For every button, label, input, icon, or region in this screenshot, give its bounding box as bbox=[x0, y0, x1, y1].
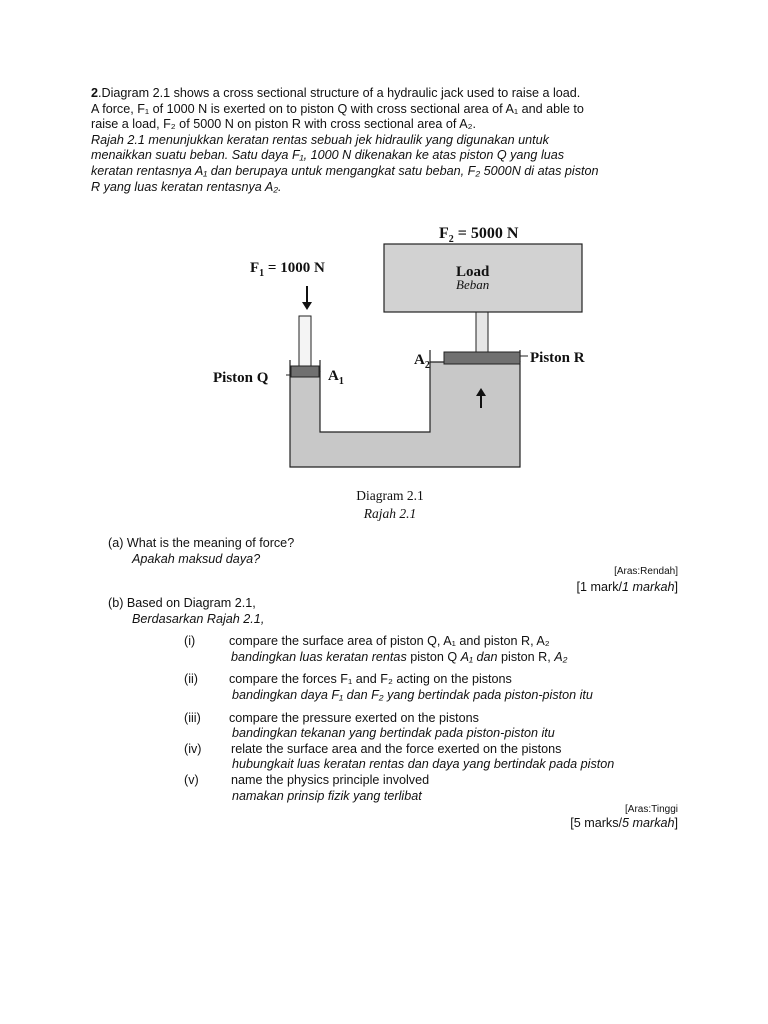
load-label-ms: Beban bbox=[456, 277, 490, 292]
part-b-marks-ms: 5 markah bbox=[622, 816, 675, 830]
intro-ms-line-2: menaikkan suatu beban. Satu daya F₁, 1000 N dikenakan ke atas piston Q yang luas bbox=[91, 148, 565, 163]
part-b-item-number: (iv) bbox=[184, 742, 202, 756]
part-b-intro-ms: Berdasarkan Rajah 2.1, bbox=[132, 612, 265, 626]
part-b-item-number: (i) bbox=[184, 634, 196, 648]
piston-r-rod bbox=[476, 312, 488, 352]
part-b-marks-suffix: ] bbox=[674, 816, 678, 830]
piston-r-label: Piston R bbox=[530, 350, 585, 366]
part-b-item-ms: namakan prinsip fizik yang terlibat bbox=[232, 789, 422, 803]
part-b-item-ms: hubungkait luas keratan rentas dan daya yang bertindak pada piston bbox=[232, 757, 615, 771]
piston-q bbox=[291, 366, 319, 377]
part-b-item-en: relate the surface area and the force exerted on the pistons bbox=[231, 742, 562, 756]
part-a-question-ms: Apakah maksud daya? bbox=[132, 552, 261, 566]
load-label: Load bbox=[456, 264, 490, 280]
f2-label: $F_2 = 5000$ N bbox=[439, 225, 519, 245]
item-ms-part: A₂ bbox=[554, 650, 568, 664]
part-a-level: [Aras:Rendah] bbox=[614, 566, 678, 577]
part-b-item-ms: bandingkan daya F₁ dan F₂ yang bertindak pada piston-piston itu bbox=[232, 688, 593, 702]
part-a-question: (a) What is the meaning of force? bbox=[108, 536, 295, 550]
part-b-item-number: (iii) bbox=[184, 711, 201, 725]
intro-ms-line-4: R yang luas keratan rentasnya A₂. bbox=[91, 179, 282, 194]
intro-en-line-2: A force, F₁ of 1000 N is exerted on to piston Q with cross sectional area of A₁ and able to bbox=[91, 101, 584, 116]
part-b-item-ms bbox=[231, 650, 567, 666]
diagram-caption-en: Diagram 2.1 bbox=[356, 488, 424, 503]
f1-label: $F_1 = 1000$ N bbox=[250, 260, 325, 279]
item-ms-part: piston R, bbox=[501, 650, 555, 664]
part-b-item-en: compare the forces F₁ and F₂ acting on the pistons bbox=[229, 672, 512, 686]
intro-ms-line-1: Rajah 2.1 menunjukkan keratan rentas sebuah jek hidraulik yang digunakan untuk bbox=[91, 132, 549, 147]
a2-label: $A_2$ bbox=[414, 352, 430, 371]
hydraulic-jack-diagram bbox=[200, 212, 620, 472]
force-f1-arrowhead bbox=[302, 302, 312, 310]
part-b-item-en: compare the surface area of piston Q, A₁ and piston R, A₂ bbox=[229, 634, 550, 648]
piston-r bbox=[444, 352, 520, 364]
item-ms-part: piston Q bbox=[410, 650, 461, 664]
intro-en-line-1 bbox=[91, 86, 691, 102]
part-b-item-ms: bandingkan tekanan yang bertindak pada piston-piston itu bbox=[232, 726, 555, 740]
fluid-container bbox=[290, 362, 520, 467]
part-a-marks-ms: 1 markah bbox=[622, 580, 675, 594]
intro-ms-line-3: keratan rentasnya A₁ dan berupaya untuk mengangkat satu beban, F₂ 5000N di atas piston bbox=[91, 163, 599, 178]
part-b-item-en: name the physics principle involved bbox=[231, 773, 430, 787]
intro-en-line-3: raise a load, F₂ of 5000 N on piston R with cross sectional area of A₂. bbox=[91, 117, 476, 132]
part-a-marks-prefix: [1 mark/ bbox=[576, 580, 622, 594]
question-number: 2 bbox=[91, 86, 99, 100]
diagram-caption-ms: Rajah 2.1 bbox=[363, 506, 417, 521]
part-a-marks-suffix: ] bbox=[674, 580, 678, 594]
item-ms-part: A₁ dan bbox=[460, 650, 502, 664]
part-a-marks bbox=[577, 580, 679, 594]
part-b-marks-prefix: [5 marks/ bbox=[570, 816, 622, 830]
part-b-item-en: compare the pressure exerted on the pistons bbox=[229, 711, 479, 725]
piston-q-rod bbox=[299, 316, 311, 366]
part-b-item-number: (v) bbox=[184, 773, 199, 787]
a1-label: $A_1$ bbox=[328, 368, 344, 387]
question-intro bbox=[91, 86, 691, 195]
item-ms-part: bandingkan luas keratan rentas bbox=[231, 650, 411, 664]
part-b-marks bbox=[570, 816, 678, 830]
intro-en-text-1: .Diagram 2.1 shows a cross sectional structure of a hydraulic jack used to raise a load. bbox=[98, 86, 581, 100]
part-b-intro: (b) Based on Diagram 2.1, bbox=[108, 596, 256, 610]
piston-q-label: Piston Q bbox=[213, 370, 269, 386]
part-b-level: [Aras:Tinggi bbox=[625, 804, 678, 815]
part-b-item-number: (ii) bbox=[184, 672, 198, 686]
